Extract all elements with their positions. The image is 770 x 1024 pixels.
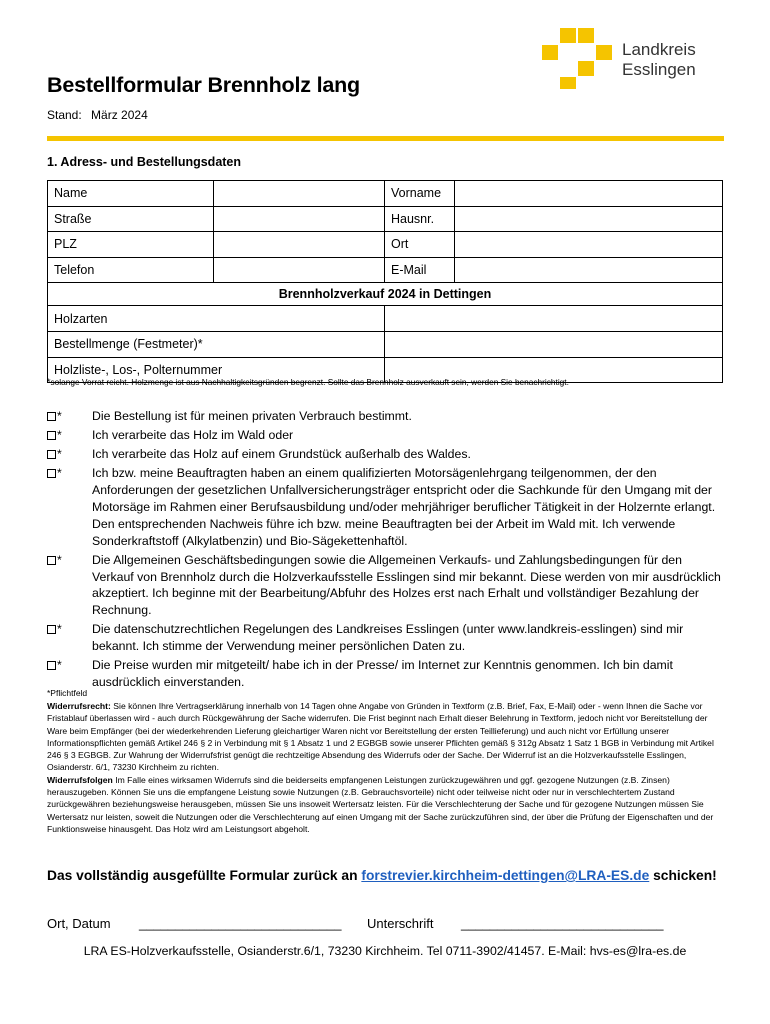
legal-text <box>47 700 723 835</box>
checkbox[interactable] <box>47 552 92 620</box>
checkbox-item <box>47 427 727 444</box>
email-field[interactable] <box>455 257 723 283</box>
required-star: * <box>57 447 62 461</box>
footer-contact: LRA ES-Holzverkaufsstelle, Osianderstr.6/1, 73230 Kirchheim. Tel 0711-3902/41457. E-Mail: hvs-es@lra-es.de <box>83 944 687 958</box>
checkbox[interactable] <box>47 408 92 425</box>
field-label: Holzarten <box>48 306 385 332</box>
checkbox-item <box>47 408 727 425</box>
checkbox[interactable] <box>47 465 92 550</box>
field-label: E-Mail <box>385 257 455 283</box>
table-row <box>48 206 723 232</box>
logo-line-1: Landkreis <box>622 40 696 59</box>
yellow-divider <box>47 136 724 141</box>
checkbox-label: Die datenschutzrechtlichen Regelungen des Landkreises Esslingen (unter www.landkreis-esslingen) sind mir bekannt. Ich stimme der Verwendung meiner persönlichen Daten zu. <box>92 622 684 654</box>
widerrufsfolgen-text: Im Falle eines wirksamen Widerrufs sind die beiderseits empfangenen Leistungen zurückzugewähren und ggf. gezogene Nutzungen (z.B. Zinsen) herauszugeben. Können Sie uns die empfangene Leistung sowie Nutzungen (z.B. Gebrauchsvorteile) nicht oder teilweise nicht oder nur in verschlechtertem Zustand zurückgewähren beziehungsweise herausgeben, müssen Sie uns insoweit Wertersatz leisten. Für die Verschlechterung der Sache und für gezogene Nutzungen müssen Sie Wertersatz nur leisten, soweit die Nutzungen oder die Verschlechterung auf einen Umgang mit der Sache zurückzuführen sind, der über die Prüfung der Eigenschaften und der Funktionsweise hinausgeht. Das Holz wird am Leistungsort abgeholt. <box>47 774 714 834</box>
checkbox[interactable] <box>47 427 92 444</box>
logo-square <box>596 45 612 60</box>
checkbox-label: Ich verarbeite das Holz auf einem Grundstück außerhalb des Waldes. <box>92 447 471 461</box>
logo-square <box>578 61 594 76</box>
table-row <box>48 331 723 357</box>
stand-label: Stand: <box>47 108 82 122</box>
checkbox[interactable] <box>47 621 92 655</box>
table-row <box>48 232 723 258</box>
checkbox-box[interactable] <box>47 450 56 459</box>
widerrufsrecht-paragraph <box>47 700 723 774</box>
field-label: Hausnr. <box>385 206 455 232</box>
stand-line <box>47 108 148 122</box>
strasse-field[interactable] <box>214 206 385 232</box>
checkbox-label: Die Bestellung ist für meinen privaten Verbrauch bestimmt. <box>92 409 412 423</box>
widerrufsrecht-text: Sie können Ihre Vertragserklärung innerhalb von 14 Tagen ohne Angabe von Gründen in Textform (z.B. Brief, Fax, E-Mail) oder - wenn Ihnen die Sache vor Fristablauf überlassen wird - auch durch Rückgewährung der Sache widerrufen. Die Frist beginnt nach Erhalt dieser Belehrung in Textform, jedoch nicht vor Bereitstellung der Ware beim Empfänger (bei der wiederkehrenden Lieferung gleichartiger Waren nicht vor Bereitstellung der ersten Teillieferung) und auch nicht vor Erfüllung unserer Informationspflichten gemäß Artikel 246 § 2 in Verbindung mit § 1 Absatz 1 und 2 EGBGB sowie unserer Pflichten gemäß § 312g Absatz 1 Satz 1 BGB in Verbindung mit Artikel 246 § 3 EGBGB. Zur Wahrung der Widerrufsfrist genügt die rechtzeitige Absendung des Widerrufs oder der Sache. Der Widerruf ist an die Holzverkaufsstelle Esslingen, Osianderstr. 6/1, 73230 Kirchheim zu richten. <box>47 701 714 773</box>
page-title: Bestellformular Brennholz lang <box>47 73 360 97</box>
checkbox-item <box>47 552 727 620</box>
checkbox-box[interactable] <box>47 412 56 421</box>
unterschrift-label: Unterschrift <box>367 916 434 931</box>
checkbox-box[interactable] <box>47 625 56 634</box>
table-row <box>48 283 723 306</box>
landkreis-logo <box>540 28 740 88</box>
field-label: Vorname <box>385 181 455 207</box>
required-star: * <box>57 466 62 480</box>
checkbox[interactable] <box>47 446 92 463</box>
bestellmenge-field[interactable] <box>385 331 723 357</box>
logo-line-2: Esslingen <box>622 60 696 79</box>
widerrufsfolgen-label: Widerrufsfolgen <box>47 774 113 785</box>
vorrat-note-text: solange Vorrat reicht. Holzmenge ist aus Nachhaltigkeitsgründen begrenzt. Sollte das Brennholz ausverkauft sein, werden Sie benachrichtigt. <box>50 377 569 387</box>
ort-datum-label: Ort, Datum <box>47 916 111 931</box>
logo-square <box>560 77 576 89</box>
widerrufsfolgen-paragraph <box>47 774 723 835</box>
vorrat-note <box>47 377 569 387</box>
checkbox-box[interactable] <box>47 556 56 565</box>
checkbox[interactable] <box>47 657 92 691</box>
widerrufsrecht-label: Widerrufsrecht: <box>47 701 111 711</box>
holzarten-field[interactable] <box>385 306 723 332</box>
required-star: * <box>57 409 62 423</box>
sale-title: Brennholzverkauf 2024 in Dettingen <box>48 283 723 306</box>
send-instruction <box>47 866 723 885</box>
checkbox-label: Ich verarbeite das Holz im Wald oder <box>92 428 294 442</box>
required-star: * <box>57 428 62 442</box>
vorname-field[interactable] <box>455 181 723 207</box>
table-row <box>48 306 723 332</box>
checkbox-box[interactable] <box>47 661 56 670</box>
logo-square <box>560 28 576 43</box>
stand-value: März 2024 <box>91 108 148 122</box>
checkbox-box[interactable] <box>47 431 56 440</box>
section-title: 1. Adress- und Bestellungsdaten <box>47 155 242 169</box>
logo-square <box>578 28 594 43</box>
field-label: Bestellmenge (Festmeter)* <box>48 331 385 357</box>
required-star: * <box>57 552 62 567</box>
send-text-after: schicken! <box>649 868 717 883</box>
telefon-field[interactable] <box>214 257 385 283</box>
hausnr-field[interactable] <box>455 206 723 232</box>
checkbox-box[interactable] <box>47 469 56 478</box>
checkbox-item <box>47 657 727 691</box>
checkbox-label: Die Allgemeinen Geschäftsbedingungen sowie die Allgemeinen Verkaufs- und Zahlungsbedingungen für den Verkauf von Brennholz durch die Holzverkaufsstelle Esslingen sind mir bekannt. Diese werden von mir ausdrücklich akzeptiert. Ich beginne mit der Bearbeitung/Abfuhr des Holzes erst nach Erhalt und vollständiger Bezahlung der Rechnung. <box>92 552 721 618</box>
logo-square <box>542 45 558 60</box>
field-label: PLZ <box>48 232 214 258</box>
unterschrift-line[interactable]: ____________________________ <box>461 916 664 931</box>
footnote-star: * <box>47 377 51 387</box>
field-label: Telefon <box>48 257 214 283</box>
field-label: Name <box>48 181 214 207</box>
name-field[interactable] <box>214 181 385 207</box>
logo-text <box>622 40 696 80</box>
email-link[interactable]: forstrevier.kirchheim-dettingen@LRA-ES.de <box>361 868 650 883</box>
plz-field[interactable] <box>214 232 385 258</box>
send-text-before: Das vollständig ausgefüllte Formular zurück an <box>47 868 362 883</box>
order-form-table <box>47 180 723 383</box>
field-label: Ort <box>385 232 455 258</box>
ort-field[interactable] <box>455 232 723 258</box>
field-label: Straße <box>48 206 214 232</box>
table-row <box>48 257 723 283</box>
checkbox-label: Ich bzw. meine Beauftragten haben an einem qualifizierten Motorsägenlehrgang teilgenommen, der den Anforderungen der gesetzlichen Unfallversicherungsträger entspricht oder die Sachkunde für den Umgang mit der Motorsäge im Rahmen einer Berufsausbildung und/oder mehrjähriger beruflicher Tätigkeit in der Holzernte erlangt. Den entsprechenden Nachweis führe ich bzw. meine Beauftragten bei der Arbeit im Wald mit. Ich verwende Sonderkraftstoff (Alkylatbenzin) und Bio-Sägekettenhaftöl. <box>92 466 716 548</box>
table-row <box>48 181 723 207</box>
pflicht-note: *Pflichtfeld <box>47 688 88 698</box>
ort-datum-line[interactable]: ____________________________ <box>139 916 342 931</box>
field-label: Holzliste-, Los-, Polternummer <box>48 357 385 383</box>
checkbox-label: Die Preise wurden mir mitgeteilt/ habe ich in der Presse/ im Internet zur Kenntnis genommen. Ich bin damit ausdrücklich einverstanden. <box>92 658 673 690</box>
checkbox-item <box>47 446 727 463</box>
required-star: * <box>57 622 62 637</box>
checkbox-item <box>47 621 727 655</box>
checkbox-item <box>47 465 727 550</box>
checkbox-list <box>47 408 727 693</box>
required-star: * <box>57 658 62 673</box>
